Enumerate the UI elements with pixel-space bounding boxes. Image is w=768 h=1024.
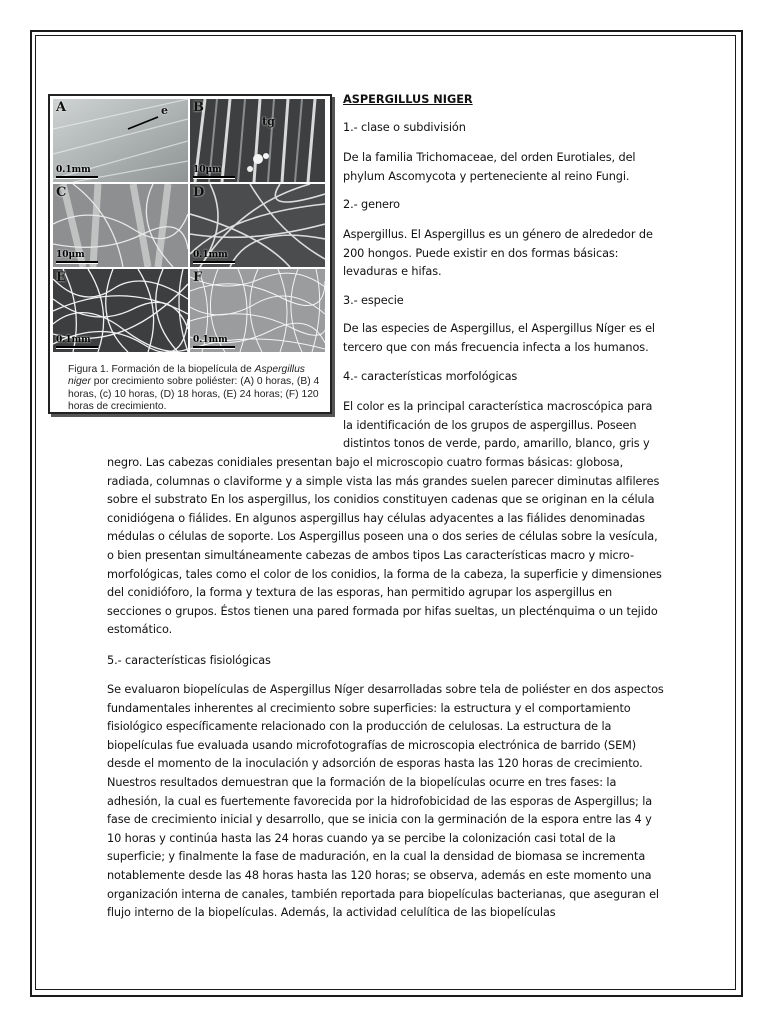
section-4-heading: 4.- características morfológicas	[343, 370, 518, 383]
section-2-heading: 2.- genero	[343, 198, 400, 211]
section-3-text: De las especies de Aspergillus, el Aspergillus Níger es el tercero que con más frecuencia infecta a los humanos.	[343, 322, 655, 354]
caption-rest: por crecimiento sobre poliéster: (A) 0 horas, (B) 4 horas, (c) 10 horas, (D) 18 horas, (E) 24 horas; (F) 120 horas de crecimiento.	[68, 376, 320, 413]
panel-label-e: E	[56, 270, 66, 285]
panel-label-d: D	[193, 185, 205, 200]
page-title: ASPERGILLUS NIGER	[343, 93, 473, 106]
micrograph-panel-b	[190, 99, 325, 182]
figure-1	[48, 94, 332, 414]
panel-tag-a: e	[161, 104, 168, 117]
micrograph-grid	[53, 99, 324, 352]
section-3-heading: 3.- especie	[343, 294, 404, 307]
caption-lead: Figura 1. Formación de la biopelícula de	[68, 364, 255, 375]
section-1-text: De la familia Trichomaceae, del orden Eurotiales, del phylum Ascomycota y perteneciente al reino Fungi.	[343, 151, 636, 183]
section-5-heading: 5.- características fisiológicas	[107, 654, 271, 667]
panel-tag-b: tg	[262, 115, 275, 128]
scale-bar-c: 10μm	[56, 250, 98, 264]
scale-bar-f: 0.1mm	[193, 335, 235, 349]
scale-bar-e: 0.1mm	[56, 335, 98, 349]
micrograph-panel-d	[190, 184, 325, 267]
section-4-text-column: El color es la principal característica macroscópica para la identificación de los grupos de aspergillus. Poseen distintos tonos de verde, pardo, amarillo, blanco, gris y	[343, 400, 653, 451]
section-5-text: Se evaluaron biopelículas de Aspergillus Níger desarrolladas sobre tela de poliéster en dos aspectos fundamentales inherentes al crecimiento sobre superficies: la estructura y el comportamiento fisiológico específicamente relacionado con la producción de celulosas. La estructura de la biopelículas fue evaluada usando microfotografías de microscopia electrónica de barrido (SEM) desde el momento de la inoculación y adsorción de esporas hasta las 120 horas de crecimiento. Nuestros resultados demuestran que la formación de la biopelículas ocurre en tres fases: la adhesión, la cual es fuertemente favorecida por la hidrofobicidad de las esporas de Aspergillus; la fase de crecimiento inicial y desarrollo, que se inicia con la germinación de la espora entre las 4 y 10 horas y continúa hasta las 24 horas cuando ya se percibe la colonización casi total de la superficie; y finalmente la fase de maduración, en la cual la densidad de biomasa se incrementa notablemente desde las 48 horas hasta las 120 horas; se observa, además en este momento una organización interna de canales, también reportada para biopelículas bacterianas, que aseguran el flujo interno de la biopelículas. Además, la actividad celulítica de las biopelículas	[107, 683, 664, 920]
micrograph-panel-a	[53, 99, 188, 182]
micrograph-panel-c	[53, 184, 188, 267]
panel-label-a: A	[56, 100, 67, 115]
scale-bar-b: 10μm	[193, 165, 235, 179]
panel-label-b: B	[193, 100, 204, 115]
panel-label-c: C	[56, 185, 67, 200]
scale-bar-d: 0.1mm	[193, 250, 235, 264]
caption-species: Aspergillus niger	[68, 364, 305, 388]
section-2-text: Aspergillus. El Aspergillus es un género de alrededor de 200 hongos. Puede existir en dos formas básicas: levaduras e hifas.	[343, 228, 653, 279]
section-4-text-full: negro. Las cabezas conidiales presentan bajo el microscopio cuatro formas básicas: globosa, radiada, columnas o claviforme y a simple vista las más grandes suelen parecer diminutas alfileres sobre el substrato En los aspergillus, los conidios constituyen cadenas que se originan en la célula conidiógena o fiálides. En algunos aspergillus hay células adyacentes a las fiálides denominadas médulas o células de soporte. Los Aspergillus poseen una o dos series de células sobre la vesícula, o bien presentan simultáneamente cabezas de ambos tipos Las características macro y micro-morfológicas, tales como el color de los conidios, la forma de la cabeza, la superficie y dimensiones del conidióforo, la forma y textura de las esporas, han permitido agrupar los aspergillus en secciones o grupos. Éstos tienen una pared formada por hifas sueltas, un plecténquima o un tejido estomático.	[107, 456, 662, 637]
micrograph-panel-f	[190, 269, 325, 352]
micrograph-panel-e	[53, 269, 188, 352]
panel-label-f: F	[193, 270, 203, 285]
section-1-heading: 1.- clase o subdivisión	[343, 121, 466, 134]
figure-caption	[68, 364, 330, 414]
scale-bar-a: 0.1mm	[56, 165, 98, 179]
